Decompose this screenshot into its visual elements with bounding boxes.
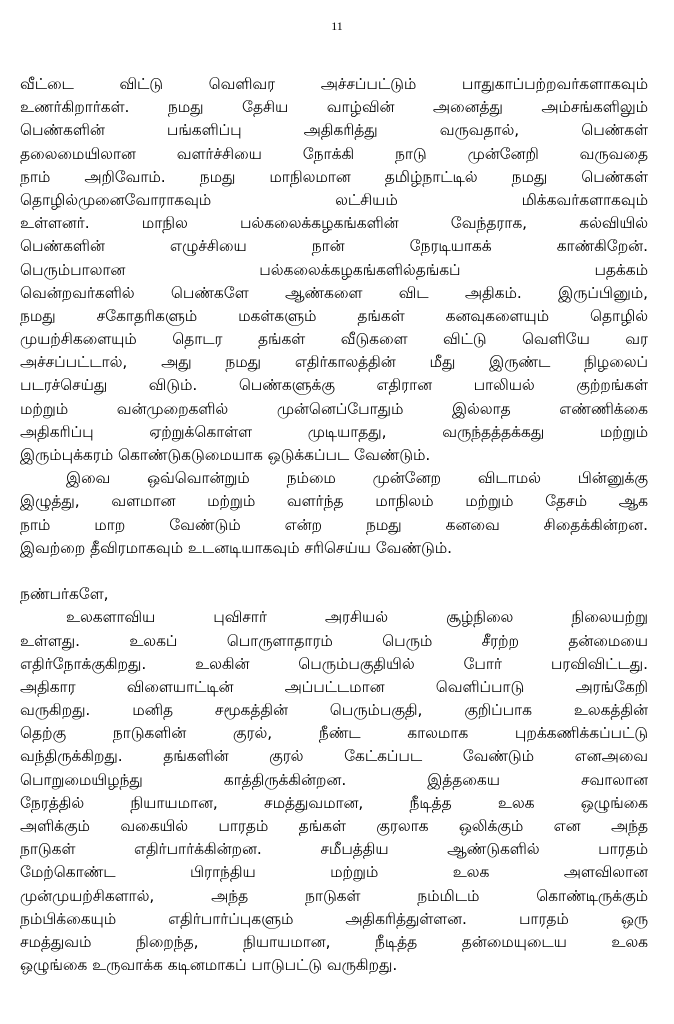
text-line: இரும்புக்கரம் கொண்டுகடுமையாக ஒடுக்கப்பட வேண்டும்.	[20, 446, 431, 464]
text-line: நண்பர்களே,	[20, 585, 109, 604]
paragraph-gap	[20, 560, 648, 583]
text-line: பெண்களின் எழுச்சியை நான் நேரடியாகக் காண்கிறேன்.	[20, 237, 648, 256]
text-line: முன்முயற்சிகளால், அந்த நாடுகள் நம்மிடம் கொண்டிருக்கும்	[20, 886, 648, 905]
text-line: தலைமையிலான வளர்ச்சியை நோக்கி நாடு முன்னேறி வருவதை	[20, 144, 648, 163]
text-line: நமது சகோதரிகளும் மகள்களும் தங்கள் கனவுகளையும் தொழில்	[20, 306, 648, 325]
text-line: பெண்களின் பங்களிப்பு அதிகரித்து வருவதால், பெண்கள்	[20, 121, 648, 140]
text-line: சமத்துவம் நிறைந்த, நியாயமான, நீடித்த தன்மையுடைய உலக	[20, 932, 648, 951]
text-line: தொழில்முனைவோராகவும் லட்சியம் மிக்கவர்களாகவும்	[20, 190, 648, 209]
text-line: உணர்கிறார்கள். நமது தேசிய வாழ்வின் அனைத்து அம்சங்களிலும்	[20, 98, 648, 117]
paragraph	[20, 606, 648, 977]
text-line: இவற்றை தீவிரமாகவும் உடனடியாகவும் சரிசெய்ய வேண்டும்.	[20, 538, 452, 557]
text-line: நம்பிக்கையும் எதிர்பார்ப்புகளும் அதிகரித்துள்ளன. பாரதம் ஒரு	[20, 909, 648, 928]
text-line: உலகளாவிய புவிசார் அரசியல் சூழ்நிலை நிலையற்று	[66, 608, 648, 627]
text-line: பெரும்பாலான பல்கலைக்கழகங்களில்தங்கப் பதக்கம்	[20, 260, 648, 279]
text-line: உள்ளது. உலகப் பொருளாதாரம் பெரும் சீரற்ற தன்மையை	[20, 631, 648, 650]
text-line: இவை ஒவ்வொன்றும் நம்மை முன்னேற விடாமல் பின்னுக்கு	[66, 469, 648, 488]
text-line: பொறுமையிழந்து காத்திருக்கின்றன. இத்தகைய சவாலான	[20, 770, 648, 789]
body-text	[20, 73, 648, 977]
text-line: முயற்சிகளையும் தொடர தங்கள் வீடுகளை விட்டு வெளியே வர	[20, 330, 648, 349]
paragraph	[20, 467, 648, 560]
text-line: அதிகரிப்பு ஏற்றுக்கொள்ள முடியாதது, வருந்தத்தக்கது மற்றும்	[20, 422, 648, 441]
page-number: 11	[331, 19, 343, 33]
text-line: ஒழுங்கை உருவாக்க கடினமாகப் பாடுபட்டு வருகிறது.	[20, 956, 398, 975]
text-line: எதிர்நோக்குகிறது. உலகின் பெரும்பகுதியில் போர் பரவிவிட்டது.	[20, 654, 648, 673]
text-line: வருகிறது. மனித சமூகத்தின் பெரும்பகுதி, குறிப்பாக உலகத்தின்	[20, 701, 648, 720]
text-line: நேரத்தில் நியாயமான, சமத்துவமான, நீடித்த உலக ஒழுங்கை	[20, 793, 648, 812]
text-line: அளிக்கும் வகையில் பாரதம் தங்கள் குரலாக ஒலிக்கும் என அந்த	[20, 817, 648, 835]
text-line: அச்சப்பட்டால், அது நமது எதிர்காலத்தின் மீது இருண்ட நிழலைப்	[20, 353, 648, 372]
text-line: மற்றும் வன்முறைகளில் முன்னெப்போதும் இல்லாத எண்ணிக்கை	[20, 399, 648, 418]
text-line: தெற்கு நாடுகளின் குரல், நீண்ட காலமாக புறக்கணிக்கப்பட்டு	[20, 724, 648, 743]
text-line: உள்ளனர். மாநில பல்கலைக்கழகங்களின் வேந்தராக, கல்வியில்	[20, 214, 648, 233]
text-line: அதிகார விளையாட்டின் அப்பட்டமான வெளிப்பாடு அரங்கேறி	[20, 677, 648, 696]
paragraph	[20, 73, 648, 467]
text-line: நாம் அறிவோம். நமது மாநிலமான தமிழ்நாட்டில் நமது பெண்கள்	[20, 167, 648, 186]
text-line: வென்றவர்களில் பெண்களே ஆண்களை விட அதிகம். இருப்பினும்,	[20, 283, 648, 302]
text-line: நாம் மாற வேண்டும் என்ற நமது கனவை சிதைக்கின்றன.	[20, 515, 648, 534]
text-line: வீட்டை விட்டு வெளிவர அச்சப்பட்டும் பாதுகாப்பற்றவர்களாகவும்	[20, 75, 648, 93]
text-line: படரச்செய்து விடும். பெண்களுக்கு எதிரான பாலியல் குற்றங்கள்	[20, 376, 648, 395]
text-line: இழுத்து, வளமான மற்றும் வளர்ந்த மாநிலம் மற்றும் தேசம் ஆக	[20, 492, 648, 511]
text-line: நாடுகள் எதிர்பார்க்கின்றன. சமீபத்திய ஆண்டுகளில் பாரதம்	[20, 840, 648, 859]
paragraph	[20, 583, 648, 606]
text-line: மேற்கொண்ட பிராந்திய மற்றும் உலக அளவிலான	[20, 863, 648, 882]
text-line: வந்திருக்கிறது. தங்களின் குரல் கேட்கப்பட வேண்டும் எனஅவை	[20, 747, 648, 766]
